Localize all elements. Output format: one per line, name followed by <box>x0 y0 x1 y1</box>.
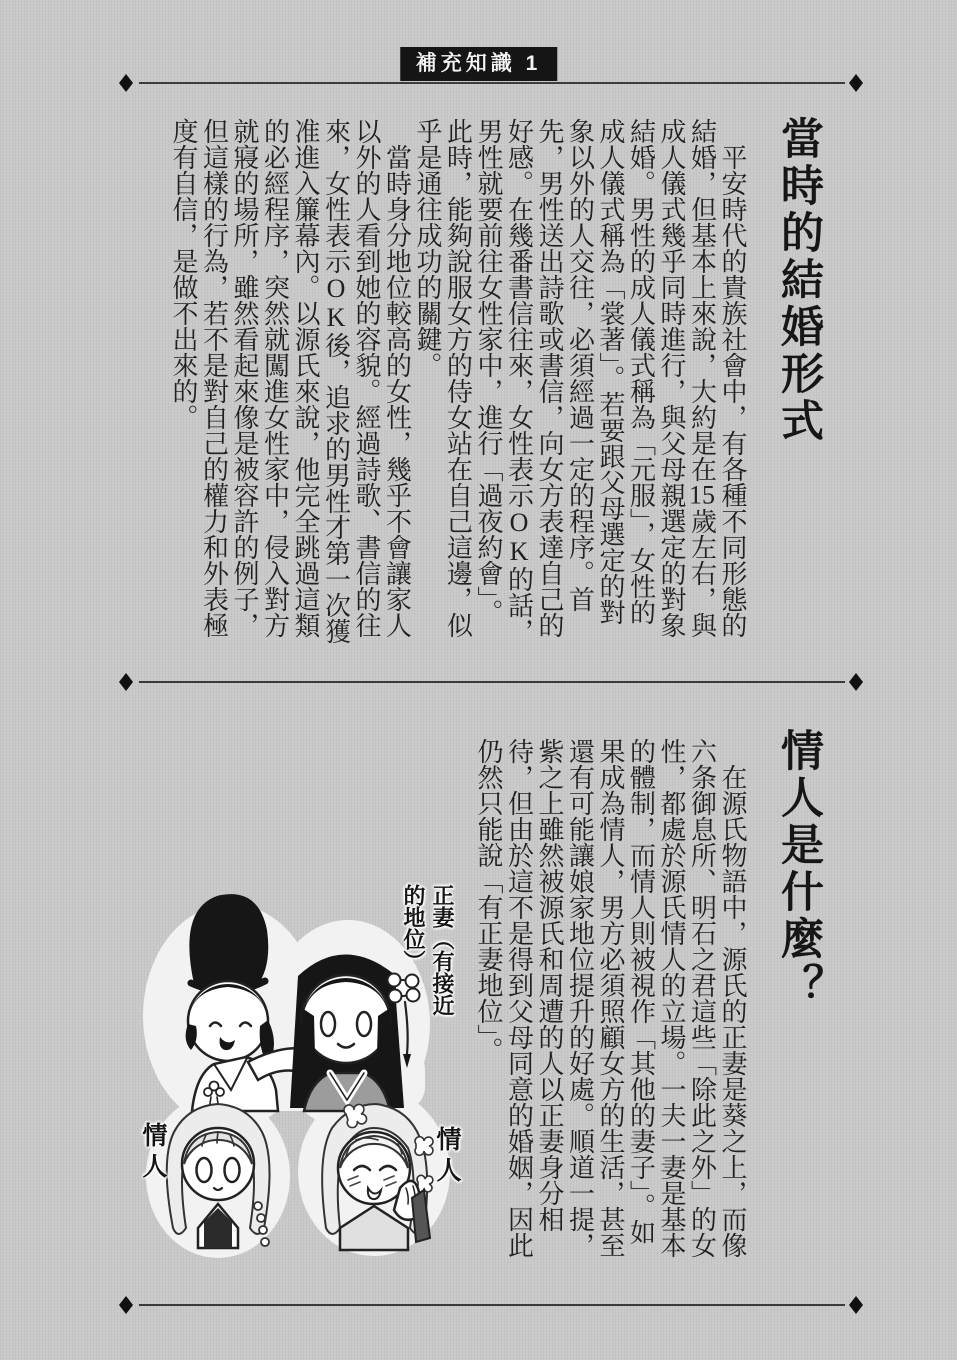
diamond-icon <box>119 74 133 92</box>
divider-line-bottom <box>139 1304 845 1306</box>
page-header-label: 補充知識 1 <box>415 52 542 75</box>
divider-line-top <box>139 82 845 84</box>
diamond-icon <box>849 1296 863 1314</box>
diamond-icon <box>119 673 133 691</box>
section-body-marriage <box>168 118 748 649</box>
label-lover-left: 情人 <box>139 1122 166 1184</box>
label-wife: 正妻（有接近的地位） <box>401 884 455 1016</box>
divider-line-middle <box>139 681 845 683</box>
diamond-icon <box>849 74 863 92</box>
lover-left-figure <box>167 1104 270 1248</box>
section-title-marriage: 當時的結婚形式 <box>775 116 823 445</box>
lover-paragraph-1: 在源氏物語中，源氏的正妻是葵之上，而像六条御息所、明石之君這些「除此之外」的女性，都處於源氏情人的立場。一夫一妻是基本的體制，而情人則被視作「其他的妻子」。如果成為情人，男方必須照顧女方的生活，甚至還有可能讓娘家地位提升的好處。順道一提，紫之上雖然被源氏和周遭的人以正妻身分相待，但由於這不是得到父母同意的婚姻，因此仍然只能說「有正妻地位」。 <box>474 738 747 1258</box>
label-lover-right: 情人 <box>433 1126 460 1188</box>
section-title-lover: 情人是什麼？ <box>775 728 823 1010</box>
diamond-icon <box>849 673 863 691</box>
marriage-paragraph-2: 當時身分地位較高的女性，幾乎不會讓家人以外的人看到她的容貌。經過詩歌、書信的往來，女性表示OK後，追求的男性才第一次獲准進入簾幕內。以源氏來說，他完全跳過這類的必經程序，突然就闖進女性家中，侵入對方就寢的場所，雖然看起來像是被容許的例子，但這樣的行為，若不是對自己的權力和外表極度有自信，是做不出來的。 <box>169 118 412 644</box>
diamond-icon <box>119 1296 133 1314</box>
marriage-paragraph-1: 平安時代的貴族社會中，有各種不同形態的結婚，但基本上來說，大約是在15歲左右，與成人儀式幾乎同時進行，與父母親選定的對象結婚。男性的成人儀式稱為「元服」，女性的成人儀式稱為「裳著」。若要跟父母選定的對象以外的人交往，必須經過一定的程序。首先，男性送出詩歌或書信，向女方表達自己的好感。在幾番書信往來，女性表示OK的話，男性就要前往女性家中，進行「過夜約會」。此時，能夠說服女方的侍女站在自己這邊，似乎是通往成功的關鍵。 <box>413 118 747 644</box>
page-header-badge <box>400 47 558 81</box>
section-body-lover <box>473 738 748 1269</box>
